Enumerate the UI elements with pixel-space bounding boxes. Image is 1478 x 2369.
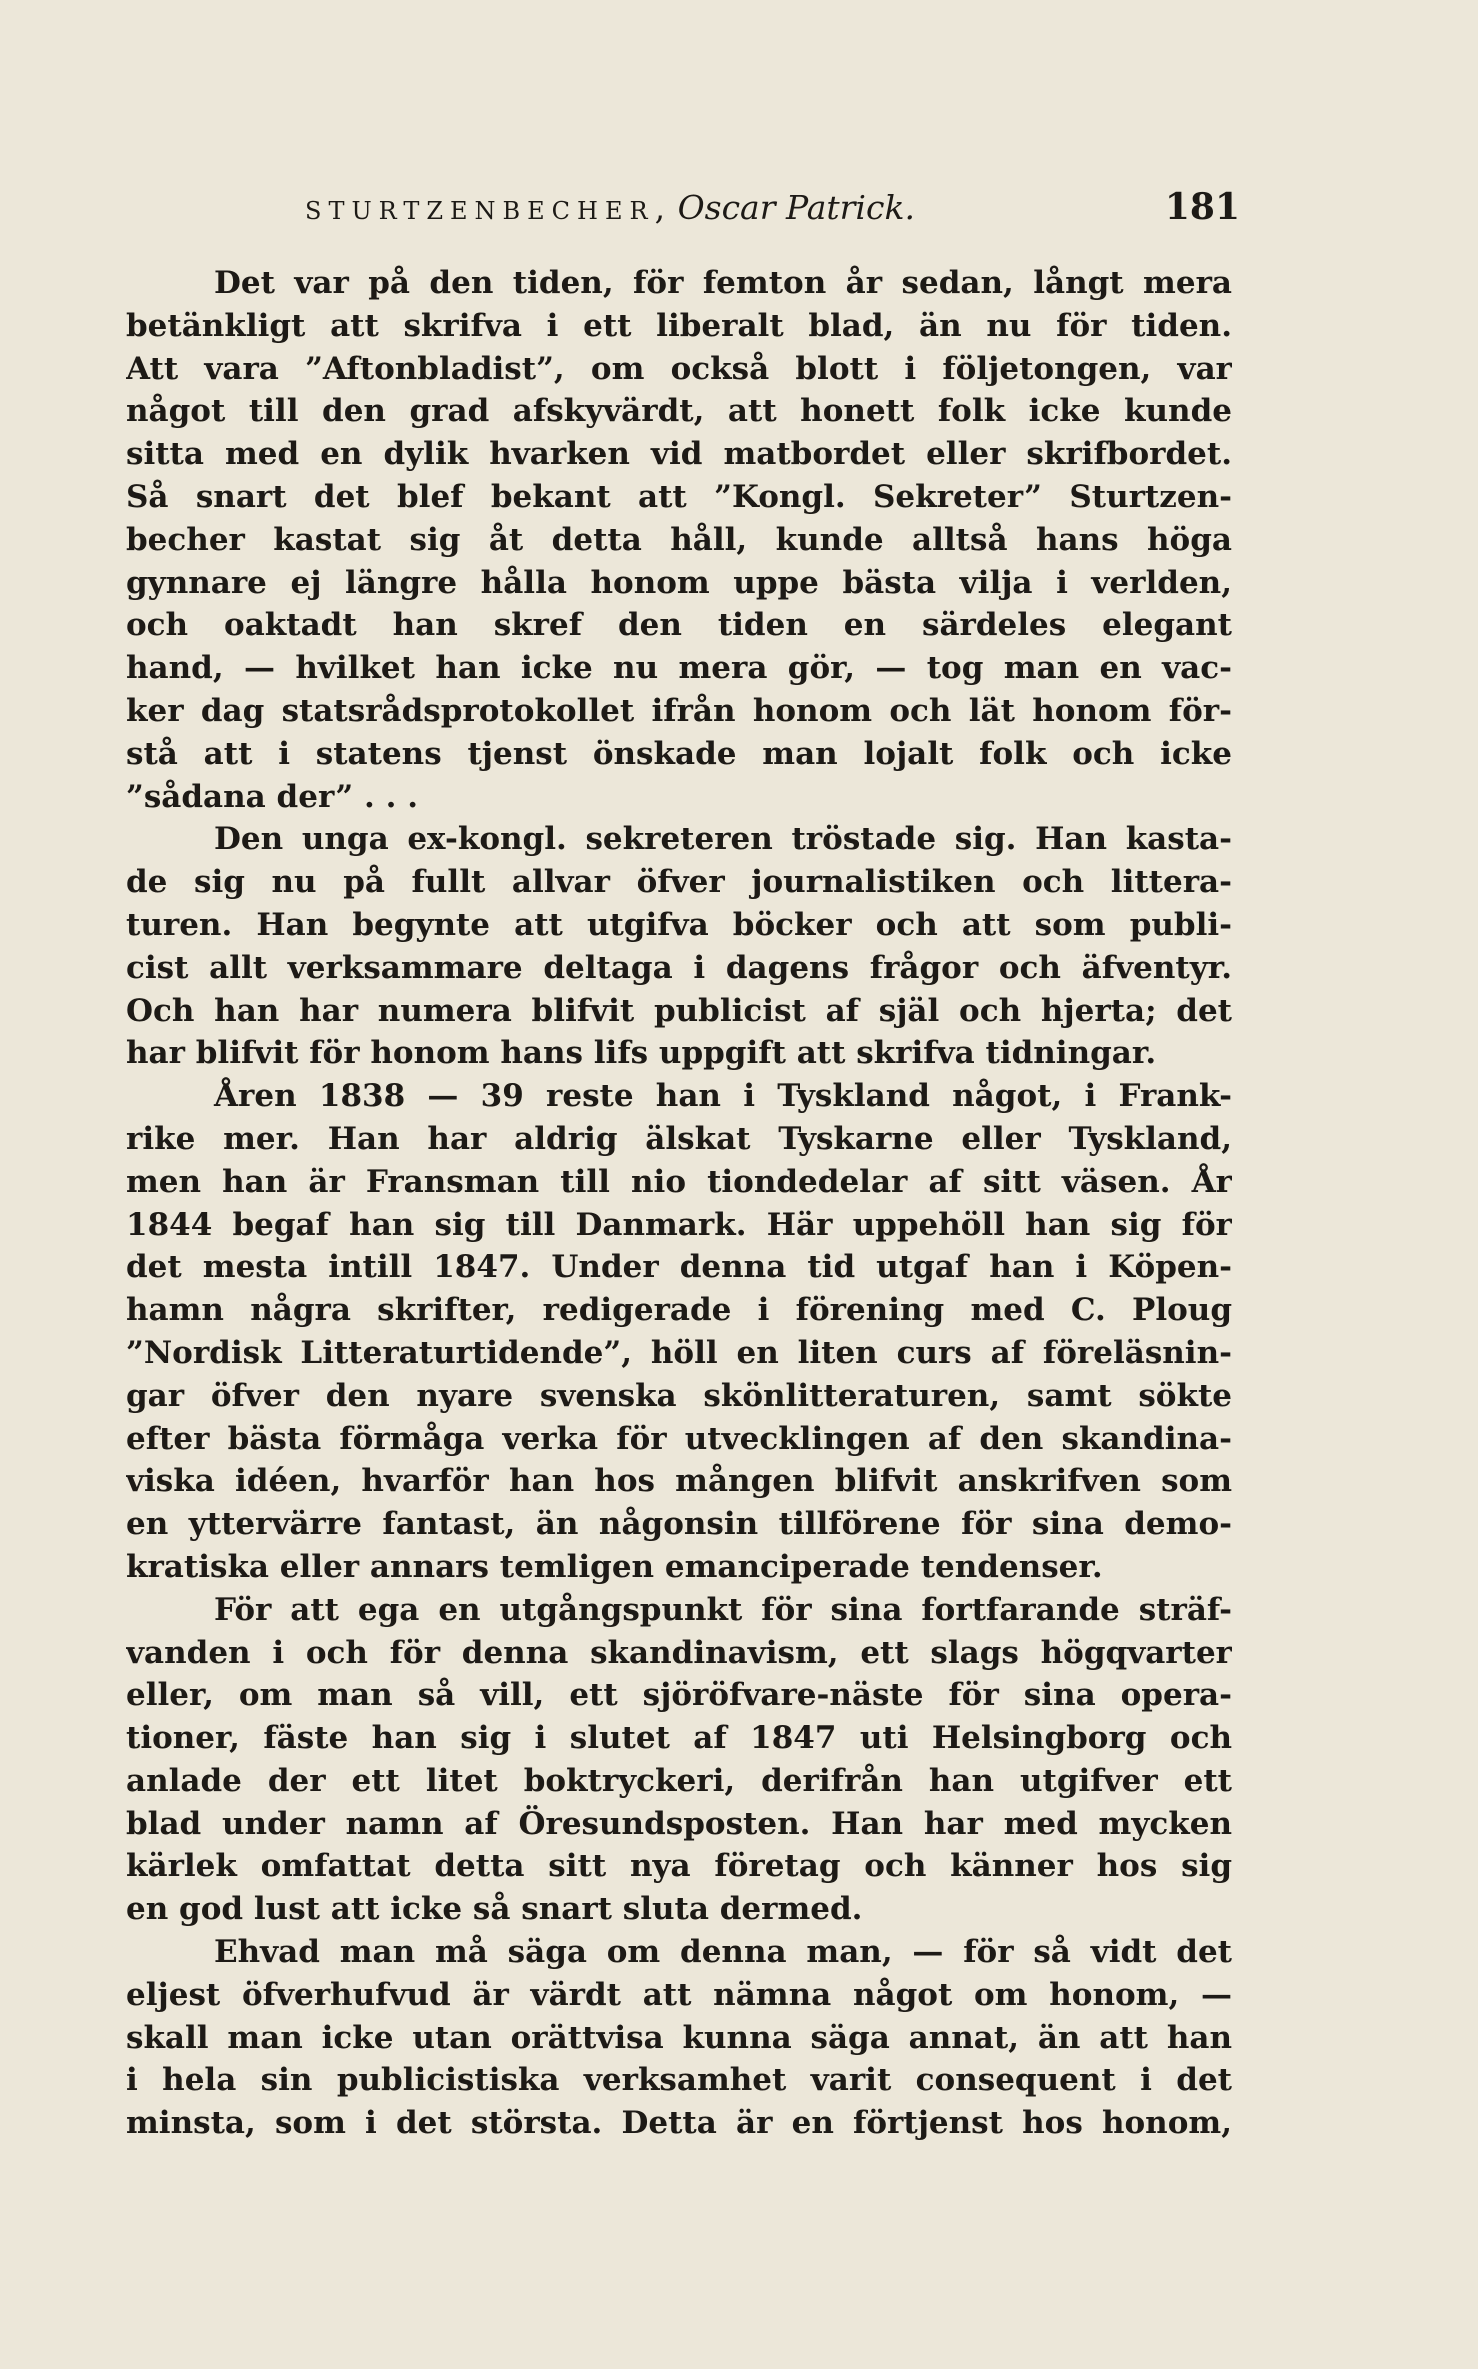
text-line: ”Nordisk Litteraturtidende”, höll en liten curs af föreläsnin- xyxy=(126,1334,1232,1371)
text-line: För att ega en utgångspunkt för sina fortfarande sträf- xyxy=(214,1591,1232,1628)
text-line: kratiska eller annars temligen emanciperade tendenser. xyxy=(126,1548,1103,1585)
text-line: kärlek omfattat detta sitt nya företag och känner hos sig xyxy=(126,1848,1232,1885)
text-line: något till den grad afskyvärdt, att honett folk icke kunde xyxy=(126,393,1232,430)
text-line: hamn några skrifter, redigerade i förening med C. Ploug xyxy=(126,1292,1232,1329)
text-line: stå att i statens tjenst önskade man lojalt folk och icke xyxy=(126,735,1232,772)
text-line: ”sådana der” . . . xyxy=(126,778,419,815)
text-line: Och han har numera blifvit publicist af själ och hjerta; det xyxy=(126,992,1232,1029)
page-number: 181 xyxy=(1164,186,1240,228)
text-line: men han är Fransman till nio tiondedelar af sitt väsen. År xyxy=(126,1163,1232,1200)
text-line: gar öfver den nyare svenska skönlitteraturen, samt sökte xyxy=(126,1377,1232,1414)
text-line: Att vara ”Aftonbladist”, om också blott i följetongen, var xyxy=(126,350,1232,387)
text-line: tioner, fäste han sig i slutet af 1847 uti Helsingborg och xyxy=(126,1720,1232,1757)
text-line: i hela sin publicistiska verksamhet varit consequent i det xyxy=(126,2062,1232,2099)
text-line: skall man icke utan orättvisa kunna säga annat, än att han xyxy=(126,2019,1232,2056)
text-line: efter bästa förmåga verka för utvecklingen af den skandina- xyxy=(126,1420,1232,1457)
text-line: har blifvit för honom hans lifs uppgift att skrifva tidningar. xyxy=(126,1035,1157,1072)
text-line: Ehvad man må säga om denna man, — för så vidt det xyxy=(214,1934,1232,1971)
text-line: Den unga ex-kongl. sekreteren tröstade sig. Han kasta- xyxy=(214,821,1232,858)
text-line: minsta, som i det största. Detta är en förtjenst hos honom, xyxy=(126,2105,1232,2142)
text-line: de sig nu på fullt allvar öfver journalistiken och littera- xyxy=(126,864,1232,901)
header-separator: , xyxy=(654,188,667,227)
text-line: rike mer. Han har aldrig älskat Tyskarne eller Tyskland, xyxy=(126,1120,1232,1157)
running-head xyxy=(305,188,915,227)
text-line: turen. Han begynte att utgifva böcker och att som publi- xyxy=(126,906,1232,943)
body-text xyxy=(126,262,1232,2145)
text-line: en yttervärre fantast, än någonsin tillförene för sina demo- xyxy=(126,1506,1232,1543)
text-line: eller, om man så vill, ett sjöröfvare-näste för sina opera- xyxy=(126,1677,1232,1714)
header-surname: STURTZENBECHER xyxy=(305,197,655,225)
text-line: 1844 begaf han sig till Danmark. Här uppehöll han sig för xyxy=(126,1206,1232,1243)
text-line: gynnare ej längre hålla honom uppe bästa vilja i verlden, xyxy=(126,564,1232,601)
header-given-name: Oscar Patrick. xyxy=(677,188,915,227)
text-line: Det var på den tiden, för femton år sedan, långt mera xyxy=(214,265,1232,301)
text-line: cist allt verksammare deltaga i dagens frågor och äfventyr. xyxy=(126,949,1232,986)
text-line: Så snart det blef bekant att ”Kongl. Sekreter” Sturtzen- xyxy=(126,478,1232,515)
text-line: vanden i och för denna skandinavism, ett slags högqvarter xyxy=(126,1634,1232,1671)
text-line: det mesta intill 1847. Under denna tid utgaf han i Köpen- xyxy=(126,1249,1232,1286)
text-line: viska idéen, hvarför han hos mången blifvit anskrifven som xyxy=(126,1463,1232,1500)
text-line: becher kastat sig åt detta håll, kunde alltså hans höga xyxy=(126,521,1232,558)
text-line: blad under namn af Öresundsposten. Han har med mycken xyxy=(126,1805,1232,1842)
text-line: hand, — hvilket han icke nu mera gör, — tog man en vac- xyxy=(126,650,1232,687)
text-line: anlade der ett litet boktryckeri, derifrån han utgifver ett xyxy=(126,1762,1232,1799)
text-line: eljest öfverhufvud är värdt att nämna något om honom, — xyxy=(126,1976,1232,2013)
text-line: betänkligt att skrifva i ett liberalt blad, än nu för tiden. xyxy=(126,307,1232,344)
text-line: sitta med en dylik hvarken vid matbordet eller skrifbordet. xyxy=(126,436,1232,473)
text-line: en god lust att icke så snart sluta dermed. xyxy=(126,1891,863,1928)
text-line: och oaktadt han skref den tiden en särdeles elegant xyxy=(126,607,1232,644)
text-line: Åren 1838 — 39 reste han i Tyskland något, i Frank- xyxy=(214,1078,1232,1115)
text-line: ker dag statsrådsprotokollet ifrån honom och lät honom för- xyxy=(126,692,1232,729)
running-header xyxy=(305,186,1240,238)
